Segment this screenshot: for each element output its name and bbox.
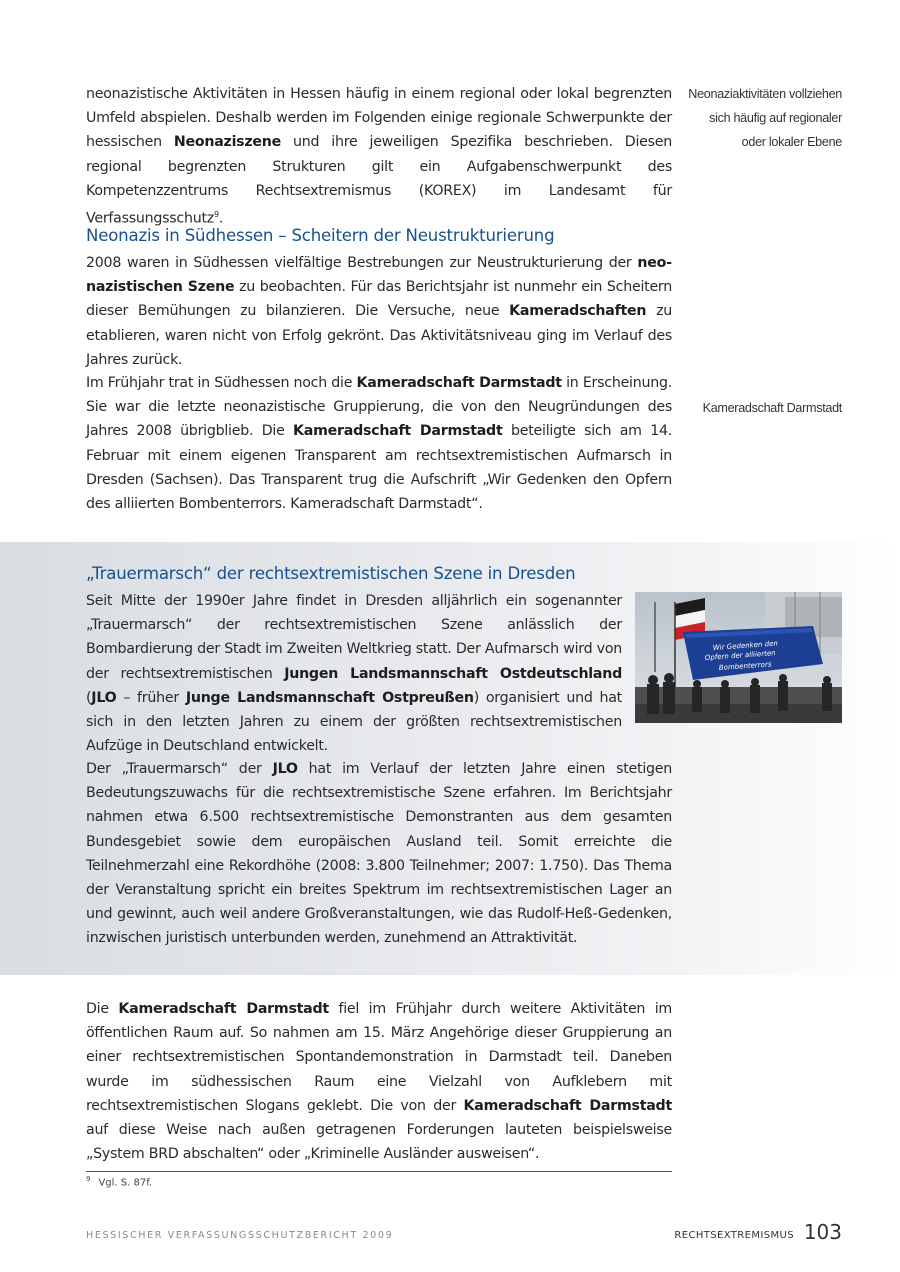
bold-term: Kameradschaft Darmstadt <box>293 423 503 440</box>
demonstration-photo <box>635 592 842 723</box>
paragraph-kameradschaft <box>86 371 672 516</box>
bold-term: Jungen Landsmannschaft Ostdeutschland <box>284 665 622 682</box>
page-number: 103 <box>803 1220 842 1244</box>
text-run: Im Frühjahr trat in Südhessen noch die <box>86 375 357 391</box>
bold-term: Junge Landsmannschaft Ostpreußen <box>185 689 474 706</box>
text-run: zu etablieren, waren nicht von Erfolg gekrönt. Das Aktivitätsniveau ging im Verlauf des Jahres zurück. <box>86 303 673 368</box>
text-run: und ihre jeweiligen Spezifika beschrieben. Diesen regional begrenzten Strukturen gilt ein Aufgabenschwerpunkt des Kompetenzzentrums Rechtsextremismus (KOREX) im Landesamt für Verfassungsschutz <box>86 134 672 227</box>
text-run: neonazistische Aktivitäten in Hessen häufig in einem regional oder lokal begrenzten Umfeld abspielen. Deshalb werden im Folgenden einige regionale Schwerpunkte der hessischen <box>86 86 672 151</box>
text-run: Der „Trauermarsch“ der <box>86 761 273 777</box>
paragraph-intro <box>86 82 672 231</box>
bold-term: neonazistischen Szene <box>86 255 672 296</box>
banner-text-line-2: Opfern der alliierten <box>704 649 776 662</box>
footnote-text: Vgl. S. 87f. <box>98 1177 153 1189</box>
footnote-number: 9 <box>86 1175 91 1183</box>
text-run: 2008 waren in Südhessen vielfältige Bestrebungen zur Neustrukturierung der <box>86 255 638 271</box>
bold-term: Neonaziszene <box>173 134 281 151</box>
paragraph-kameradschaft-activities <box>86 997 672 1166</box>
text-run: zu beobachten. Für das Berichtsjahr ist nunmehr ein Scheitern dieser Bemühungen zu bilanzieren. Die Versuche, neue <box>86 279 672 320</box>
text-run: auf diese Weise nach außen getragenen Forderungen lauteten beispielsweise „System BRD abschalten“ oder „Kriminelle Ausländer ausweisen“. <box>86 1122 672 1163</box>
bold-term: Kameradschaft Darmstadt <box>463 1097 672 1114</box>
box-heading-trauermarsch: „Trauermarsch“ der rechtsextremistischen Szene in Dresden <box>86 564 576 583</box>
margin-note-line: oder lokaler Ebene <box>741 135 842 150</box>
banner-text-line-1: Wir Gedenken den <box>712 639 779 652</box>
section-heading-suedhessen: Neonazis in Südhessen – Scheitern der Neustrukturierung <box>86 226 555 245</box>
footer-section: RECHTSEXTREMISMUS <box>674 1230 794 1241</box>
text-run: . <box>218 210 224 227</box>
paragraph-trauermarsch-growth <box>86 757 672 951</box>
text-run: ( <box>86 689 92 706</box>
footer-publication: HESSISCHER VERFASSUNGSSCHUTZBERICHT 2009 <box>86 1230 394 1241</box>
bold-term: JLO <box>91 689 117 706</box>
margin-note-line: Kameradschaft Darmstadt <box>702 401 842 415</box>
text-run: fiel im Frühjahr durch weitere Aktivitäten im öffentlichen Raum auf. So nahmen am 15. März Angehörige dieser Gruppierung an einer rechtsextremistischen Spontandemonstration in Darmstadt teil. Daneben wurde im südhessischen Raum eine Vielzahl von Aufklebern mit rechtsextremistischen Slogans geklebt. Die von der <box>86 1001 672 1114</box>
footnote <box>86 1175 152 1188</box>
text-run: ) organisiert und hat sich in den letzten Jahren zu einem der größten rechtsextremistischen Aufzüge in Deutschland entwickelt. <box>86 689 622 755</box>
footnote-rule <box>86 1171 672 1172</box>
paragraph-trauermarsch-intro <box>86 589 622 758</box>
margin-note-regional <box>652 82 842 155</box>
bold-term: Kameradschaft Darmstadt <box>118 1001 329 1017</box>
margin-note-line: Neonaziaktivitäten vollziehen <box>688 87 842 101</box>
bold-term: Kameradschaft Darmstadt <box>356 375 562 391</box>
text-run: hat im Verlauf der letzten Jahre einen stetigen Bedeutungszuwachs für die rechtsextremistische Szene erfahren. Im Berichtsjahr nahmen etwa 6.500 rechtsextremistische Demonstranten aus dem gesamten Bundesgebiet sowie dem europäischen Ausland teil. Somit erreichte die Teilnehmerzahl eine Rekordhöhe (2008: 3.800 Teilnehmer; 2007: 1.750). Das Thema der Veranstaltung spricht ein breites Spektrum im rechtsextremistischen Lager an und gewinnt, auch weil andere Großveranstaltungen, wie das Rudolf-Heß-Gedenken, inzwischen juristisch unterbunden werden, zunehmend an Attraktivität. <box>86 761 672 947</box>
paragraph-suedhessen <box>86 251 672 372</box>
text-run: beteiligte sich am 14. Februar mit einem eigenen Transparent am rechtsextremistischen Aufmarsch in Dresden (Sachsen). Das Transparent trug die Aufschrift „Wir Gedenken den Opfern des alliierten Bombenterrors. Kameradschaft Darmstadt“. <box>86 423 673 513</box>
text-run: Die <box>86 1001 119 1017</box>
text-run: in Erscheinung. Sie war die letzte neonazistische Gruppierung, die von den Neugründungen des Jahres 2008 übrigblieb. Die <box>86 375 672 440</box>
bold-term: Kameradschaften <box>509 303 647 320</box>
margin-note-kameradschaft <box>652 396 842 420</box>
footnote-ref: 9 <box>213 210 219 220</box>
margin-note-line: sich häufig auf regionaler <box>709 111 842 126</box>
banner-text-line-3: Bombenterrors <box>718 660 772 672</box>
text-run: – früher <box>116 689 186 706</box>
text-run: Seit Mitte der 1990er Jahre findet in Dresden alljährlich ein sogenannter „Trauermarsch“ der rechtsextremistischen Szene anlässlich der Bombardierung der Stadt im Zweiten Weltkrieg statt. Der Aufmarsch wird von der rechtsextremistischen <box>86 593 622 682</box>
bold-term: JLO <box>272 761 298 777</box>
